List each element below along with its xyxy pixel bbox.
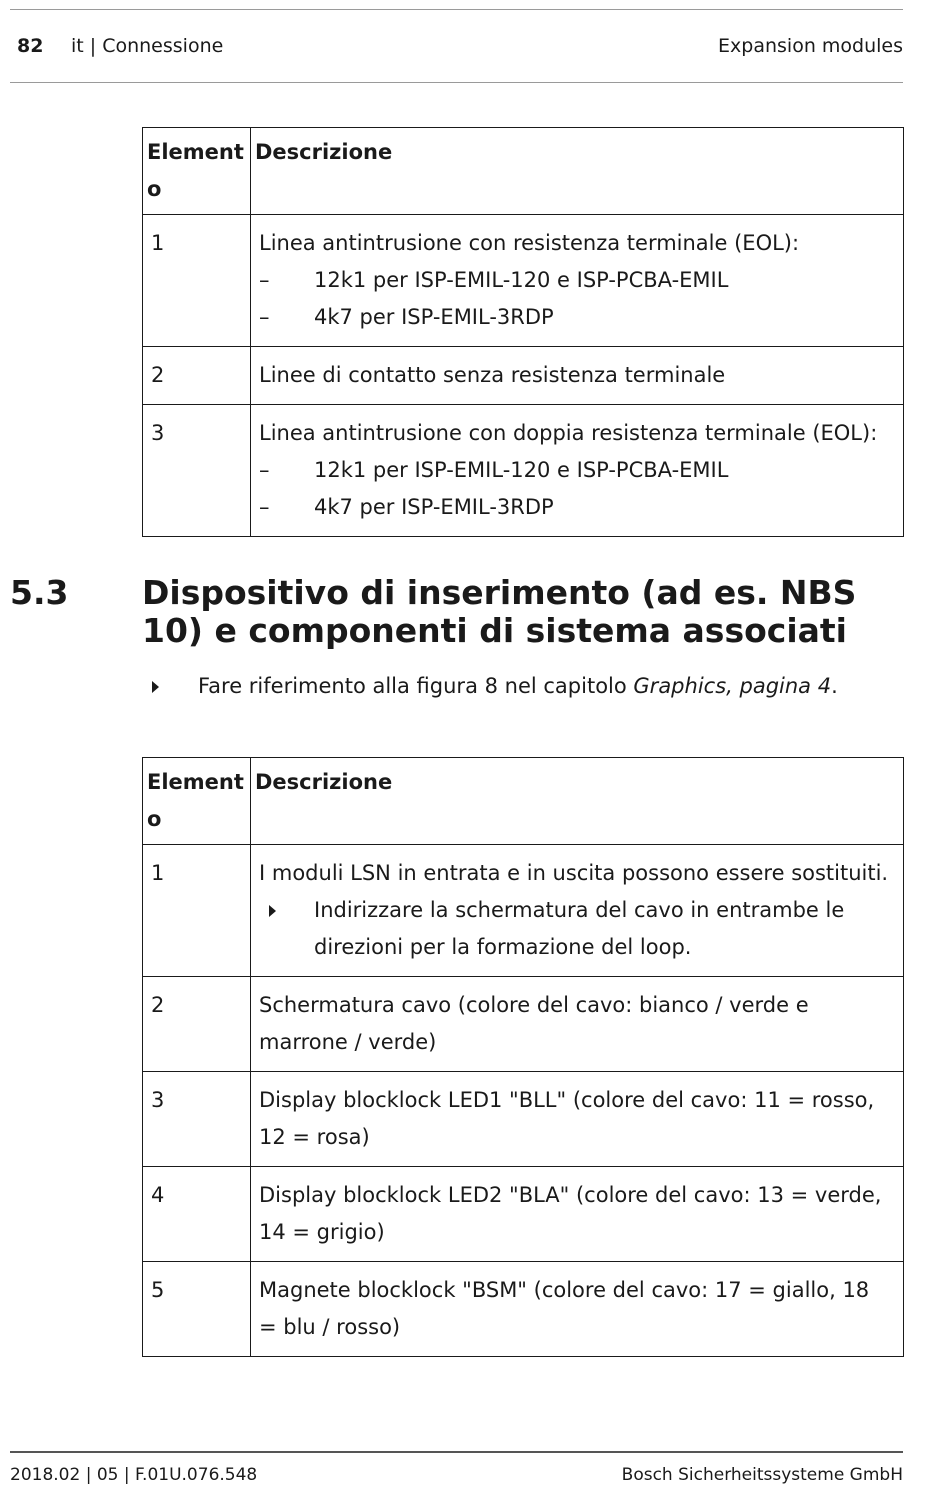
- row-number: 3: [143, 405, 251, 537]
- row-description: [251, 845, 904, 977]
- instruction-step: [148, 668, 888, 705]
- section-title: Dispositivo di inserimento (ad es. NBS 10) e componenti di sistema associati: [142, 573, 857, 650]
- table-row: [143, 405, 904, 537]
- table-header-row: [143, 128, 904, 215]
- row-description: [251, 405, 904, 537]
- column-header-description: Descrizione: [251, 758, 904, 845]
- dash-marker: –: [259, 495, 270, 519]
- table-row: [143, 347, 904, 405]
- row-description: Magnete blocklock "BSM" (colore del cavo: 17 = giallo, 18 = blu / rosso): [251, 1262, 904, 1357]
- dash-marker: –: [259, 305, 270, 329]
- cross-reference-link[interactable]: Graphics, pagina 4: [633, 674, 832, 698]
- row-number: 2: [143, 347, 251, 405]
- footer-rule: [10, 1451, 903, 1453]
- triangle-right-icon: [269, 905, 276, 917]
- row-number: 1: [143, 215, 251, 347]
- row-description: [251, 215, 904, 347]
- list-item: – 4k7 per ISP-EMIL-3RDP: [259, 299, 893, 336]
- row-text: Linea antintrusione con resistenza terminale (EOL):: [259, 231, 800, 255]
- row-number: 5: [143, 1262, 251, 1357]
- company-name: Bosch Sicherheitssysteme GmbH: [621, 1465, 903, 1485]
- table-row: [143, 1072, 904, 1167]
- row-number: 2: [143, 977, 251, 1072]
- column-header-description: Descrizione: [251, 128, 904, 215]
- header-bottom-rule: [10, 82, 903, 83]
- row-text: Linea antintrusione con doppia resistenza terminale (EOL):: [259, 421, 878, 445]
- column-header-element: Element o: [143, 128, 251, 215]
- step-marker: [148, 668, 198, 705]
- table-row: [143, 1167, 904, 1262]
- list-item: – 4k7 per ISP-EMIL-3RDP: [259, 489, 893, 526]
- table-row: [143, 1262, 904, 1357]
- instruction-text: Fare riferimento alla figura 8 nel capitolo Graphics, pagina 4.: [198, 674, 838, 698]
- list-item: – 12k1 per ISP-EMIL-120 e ISP-PCBA-EMIL: [259, 452, 893, 489]
- action-step: Indirizzare la schermatura del cavo in entrambe le direzioni per la formazione del loop.: [259, 892, 893, 966]
- triangle-right-icon: [152, 681, 159, 693]
- row-description: Display blocklock LED2 "BLA" (colore del cavo: 13 = verde, 14 = grigio): [251, 1167, 904, 1262]
- document-title: Expansion modules: [718, 35, 903, 57]
- table-header-row: [143, 758, 904, 845]
- table-row: [143, 215, 904, 347]
- table-row: [143, 977, 904, 1072]
- page-number: 82: [17, 35, 44, 57]
- document-reference: 2018.02 | 05 | F.01U.076.548: [10, 1465, 258, 1485]
- row-number: 4: [143, 1167, 251, 1262]
- arming-device-elements-table: [142, 757, 904, 1357]
- row-number: 1: [143, 845, 251, 977]
- list-item: – 12k1 per ISP-EMIL-120 e ISP-PCBA-EMIL: [259, 262, 893, 299]
- section-number: 5.3: [10, 573, 69, 612]
- column-header-element: Element o: [143, 758, 251, 845]
- header-top-rule: [10, 9, 903, 10]
- chapter-label: it | Connessione: [71, 35, 224, 57]
- row-description: Schermatura cavo (colore del cavo: bianco / verde e marrone / verde): [251, 977, 904, 1072]
- wiring-elements-table: [142, 127, 904, 537]
- row-number: 3: [143, 1072, 251, 1167]
- dash-marker: –: [259, 268, 270, 292]
- step-marker: [259, 892, 314, 966]
- table-row: [143, 845, 904, 977]
- row-text: I moduli LSN in entrata e in uscita possono essere sostituiti.: [259, 861, 889, 885]
- row-description: Display blocklock LED1 "BLL" (colore del cavo: 11 = rosso, 12 = rosa): [251, 1072, 904, 1167]
- dash-marker: –: [259, 458, 270, 482]
- row-description: Linee di contatto senza resistenza terminale: [251, 347, 904, 405]
